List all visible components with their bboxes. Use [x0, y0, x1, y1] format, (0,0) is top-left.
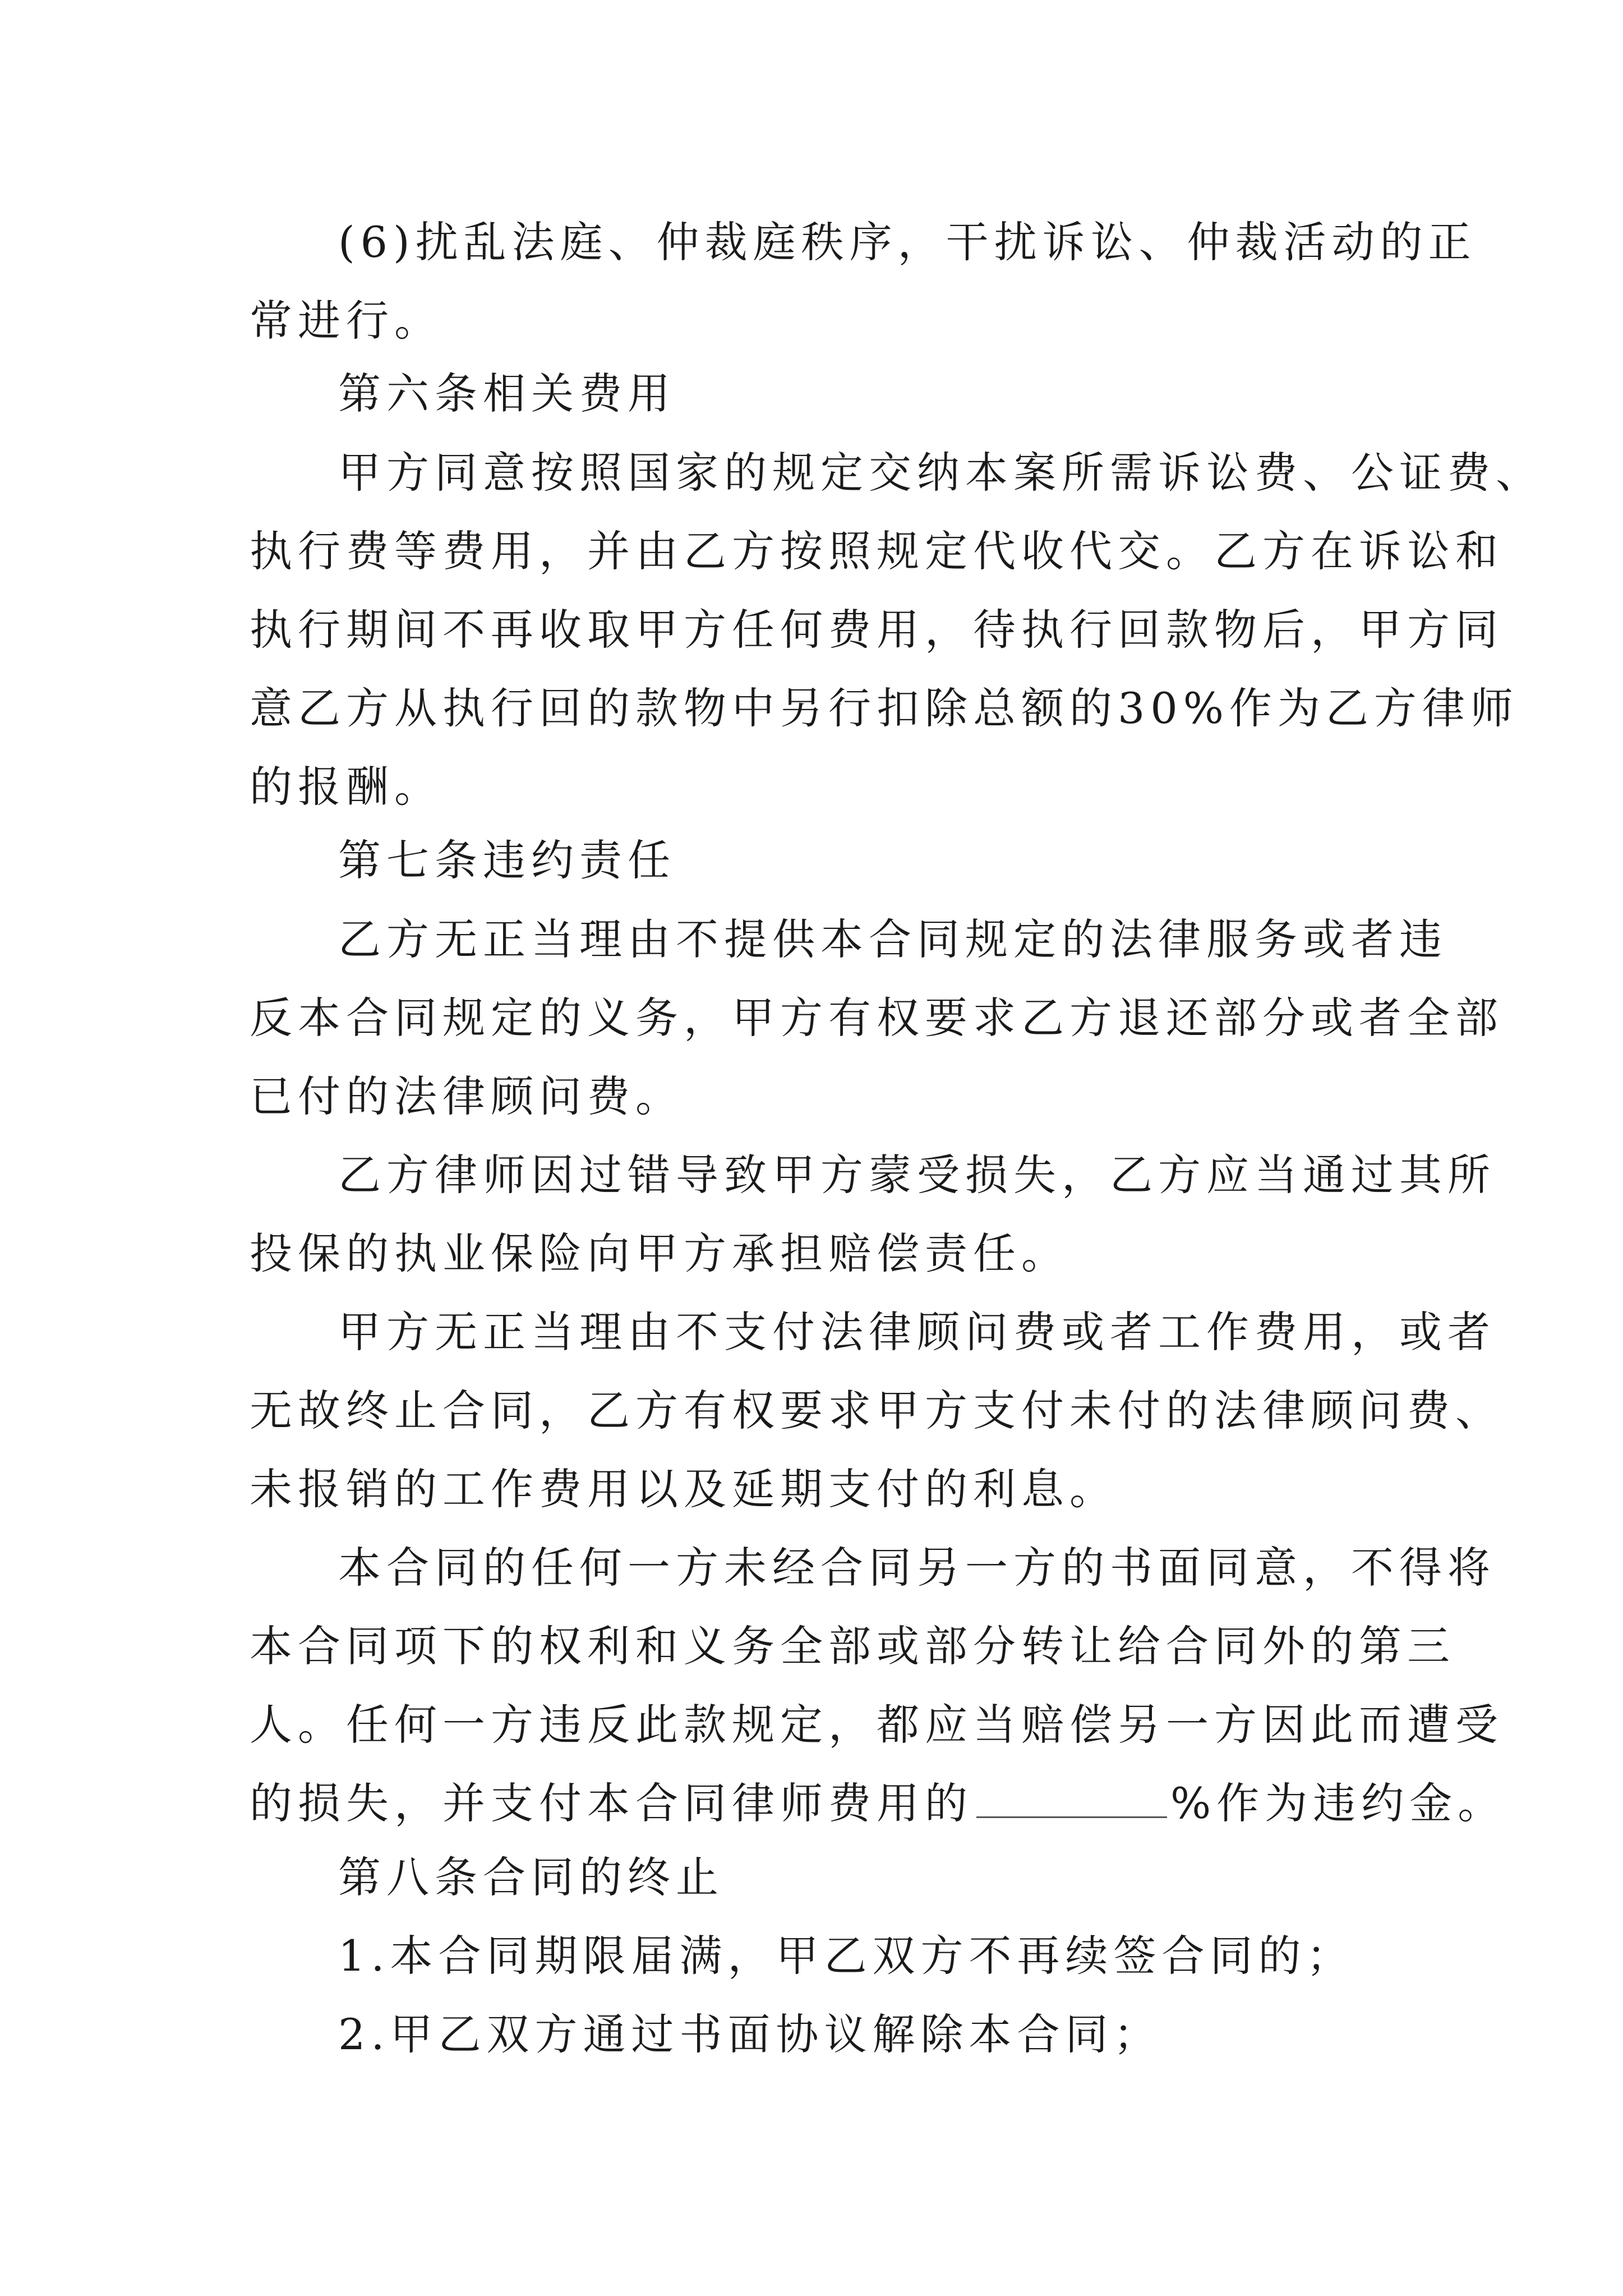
- paragraph-line: 反本合同规定的义务，甲方有权要求乙方退还部分或者全部: [250, 993, 1504, 1043]
- paragraph-line: 无故终止合同，乙方有权要求甲方支付未付的法律顾问费、: [250, 1386, 1504, 1435]
- paragraph-line: 投保的执业保险向甲方承担赔偿责任。: [250, 1228, 1069, 1278]
- paragraph-text: %作为违约金。: [1170, 1778, 1506, 1828]
- paragraph-line: 已付的法律顾问费。: [250, 1071, 684, 1121]
- blank-fill-line[interactable]: [976, 1777, 1167, 1818]
- paragraph-line: 人。任何一方违反此款规定，都应当赔偿另一方因此而遭受: [250, 1700, 1504, 1750]
- paragraph-line: 未报销的工作费用以及延期支付的利息。: [250, 1464, 1118, 1514]
- paragraph-line: 常进行。: [250, 296, 442, 346]
- paragraph-line: 本合同项下的权利和义务全部或部分转让给合同外的第三: [250, 1621, 1455, 1671]
- list-item: 1.本合同期限届满，甲乙双方不再续签合同的；: [338, 1931, 1355, 1981]
- paragraph-text: 的损失，并支付本合同律师费用的: [250, 1778, 973, 1828]
- paragraph-line: 乙方律师因过错导致甲方蒙受损失，乙方应当通过其所: [338, 1150, 1496, 1200]
- paragraph-line: 甲方无正当理由不支付法律顾问费或者工作费用，或者: [338, 1307, 1496, 1357]
- paragraph-line: 本合同的任何一方未经合同另一方的书面同意，不得将: [338, 1543, 1496, 1593]
- list-item: 2.甲乙双方通过书面协议解除本合同；: [338, 2009, 1162, 2059]
- paragraph-line: 的报酬。: [250, 762, 442, 812]
- paragraph-line: 执行期间不再收取甲方任何费用，待执行回款物后，甲方同: [250, 605, 1504, 655]
- paragraph-line: (6)扰乱法庭、仲裁庭秩序，干扰诉讼、仲裁活动的正: [338, 217, 1477, 267]
- section-heading: 第六条相关费用: [338, 369, 676, 418]
- section-heading: 第八条合同的终止: [338, 1852, 724, 1902]
- paragraph-line: [250, 1775, 1506, 1832]
- section-heading: 第七条违约责任: [338, 835, 676, 885]
- paragraph-line: 意乙方从执行回的款物中另行扣除总额的30%作为乙方律师: [250, 683, 1519, 733]
- paragraph-line: 甲方同意按照国家的规定交纳本案所需诉讼费、公证费、: [338, 448, 1544, 498]
- paragraph-line: 乙方无正当理由不提供本合同规定的法律服务或者违: [338, 914, 1447, 964]
- paragraph-line: 执行费等费用，并由乙方按照规定代收代交。乙方在诉讼和: [250, 526, 1504, 576]
